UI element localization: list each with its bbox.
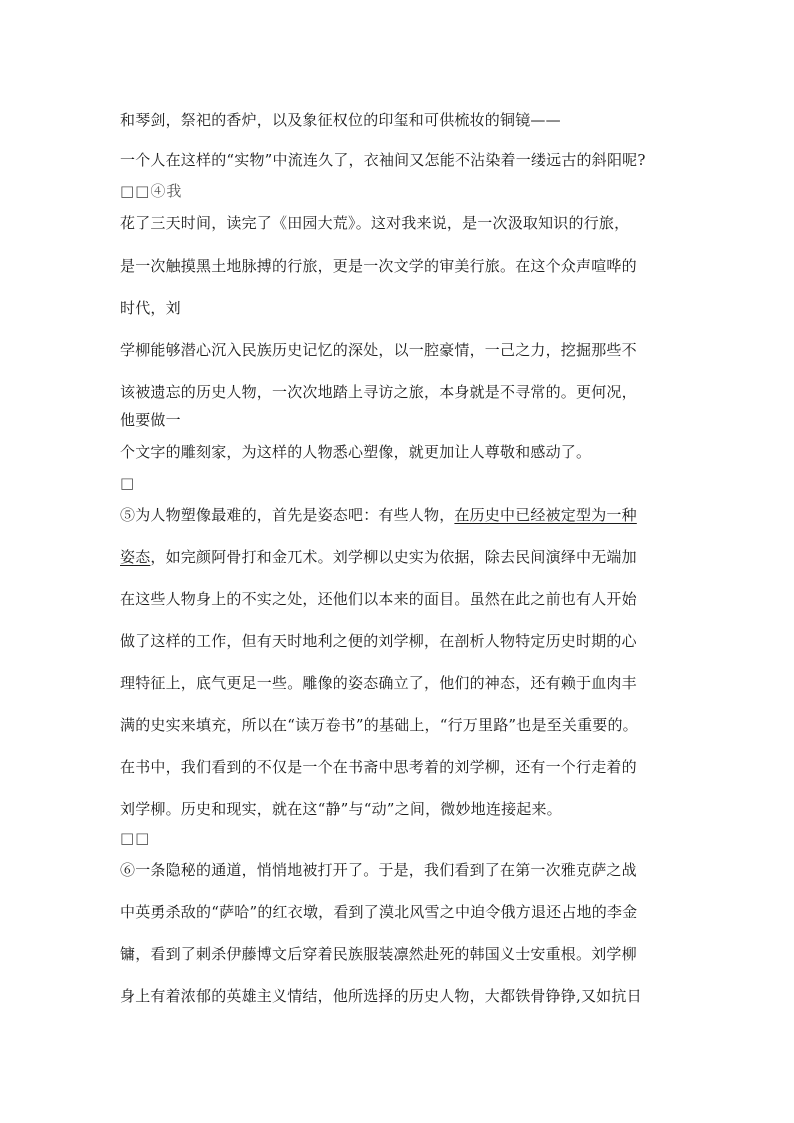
text-line: 该被遗忘的历史人物，一次次地踏上寻访之旅，本身就是不寻常的。更何况， — [120, 383, 637, 401]
text-line: □ — [120, 474, 136, 492]
text-line: □□ — [120, 829, 151, 847]
text-line: 在这些人物身上的不实之处，还他们以本来的面目。虽然在此之前也有人开始 — [120, 590, 637, 608]
text-line: □□④我 — [120, 182, 183, 200]
text-line: ⑥一条隐秘的通道，悄悄地被打开了。于是，我们看到了在第一次雅克萨之战 — [120, 861, 637, 879]
text-line: 刘学柳。历史和现实，就在这“静”与“动”之间，微妙地连接起来。 — [120, 800, 562, 818]
text-line: 和琴剑，祭祀的香炉，以及象征权位的印玺和可供梳妆的铜镜—— — [120, 111, 561, 129]
text-line: 一个人在这样的“实物”中流连久了，衣袖间又怎能不沾染着一缕远古的斜阳呢? — [120, 151, 646, 169]
text-segment: ，如完颜阿骨打和金兀术。刘学柳以史实为依据，除去民间演绎中无端加 — [150, 548, 637, 566]
underlined-text: 姿态 — [120, 548, 151, 566]
text-line — [120, 505, 637, 525]
text-line: 中英勇杀敌的“萨哈”的红衣墩，看到了漠北风雪之中迫令俄方退还占地的李金 — [120, 903, 638, 921]
text-line: 他要做一 — [120, 411, 181, 429]
underlined-text: 在历史中已经被定型为一种 — [454, 506, 637, 524]
text-line: 理特征上，底气更足一些。雕像的姿态确立了，他们的神态，还有赖于血肉丰 — [120, 674, 637, 692]
text-line: 在书中，我们看到的不仅是一个在书斋中思考着的刘学柳，还有一个行走着的 — [120, 758, 637, 776]
text-line: 身上有着浓郁的英雄主义情结，他所选择的历史人物，大都铁骨铮铮,又如抗日 — [120, 987, 642, 1005]
text-line: 学柳能够潜心沉入民族历史记忆的深处，以一腔豪情，一己之力，挖掘那些不 — [120, 341, 637, 359]
text-line: 做了这样的工作，但有天时地利之便的刘学柳，在剖析人物特定历史时期的心 — [120, 632, 637, 650]
text-segment: ⑤为人物塑像最难的，首先是姿态吧：有些人物， — [120, 506, 455, 524]
text-line: 镛，看到了刺杀伊藤博文后穿着民族服装凛然赴死的韩国义士安重根。刘学柳 — [120, 945, 637, 963]
text-line: 花了三天时间，读完了《田园大荒》。这对我来说，是一次汲取知识的行旅， — [120, 214, 630, 232]
text-line: 个文字的雕刻家，为这样的人物悉心塑像，就更加让人尊敬和感动了。 — [120, 443, 592, 461]
text-line: 是一次触摸黑土地脉搏的行旅，更是一次文学的审美行旅。在这个众声喧哗的 — [120, 257, 637, 275]
text-line: 时代，刘 — [120, 299, 181, 317]
text-line: 满的史实来填充，所以在“读万卷书”的基础上，“行万里路”也是至关重要的。 — [120, 716, 638, 734]
text-line — [120, 547, 637, 567]
